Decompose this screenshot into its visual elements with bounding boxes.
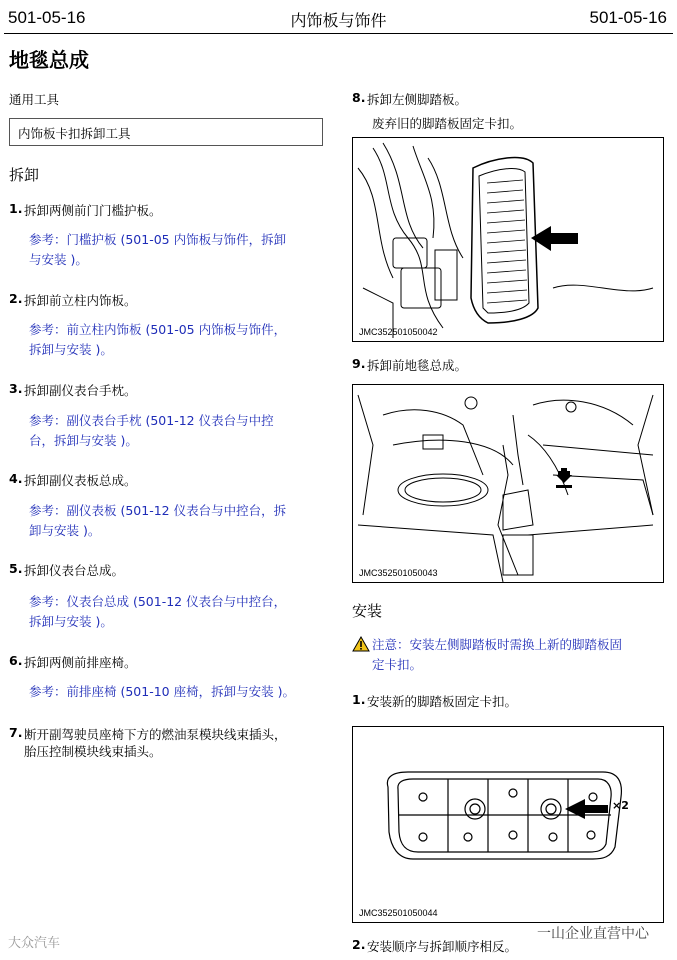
reference-link[interactable] [29,411,274,451]
step-number: 2. [352,937,366,952]
watermark-right: 一山企业直营中心 [537,926,649,942]
page-number-left: 501-05-16 [8,8,86,27]
step-text: 拆卸左侧脚踏板。 [367,92,468,107]
tools-heading: 通用工具 [9,92,60,107]
clip-illustration [353,727,663,922]
watermark-left: 大众汽车 [8,936,61,951]
removal-heading: 拆卸 [9,166,40,184]
reference-line: 拆卸与安装 )。 [29,614,113,629]
reference-line: 台，拆卸与安装 )。 [29,433,138,448]
warning-icon [352,636,370,652]
step-number: 2. [9,291,23,306]
figure-caption: JMC352501050042 [359,327,438,337]
step-text: 拆卸副仪表台手枕。 [24,383,137,398]
reference-line: 参考：副仪表台手枕 (501-12 仪表台与中控 [29,413,274,428]
step-text: 拆卸两侧前门门槛护板。 [24,203,162,218]
page-title: 地毯总成 [9,48,89,72]
step-number: 9. [352,356,366,371]
figure-front-carpet [352,384,664,583]
figure-caption: JMC352501050043 [359,568,438,578]
step-text: 断开副驾驶员座椅下方的燃油泵模块线束插头， [24,727,287,742]
step-number: 4. [9,471,23,486]
step-number: 7. [9,725,23,740]
reference-link[interactable] [29,682,295,702]
step-text: 拆卸前地毯总成。 [367,358,468,373]
step-number: 1. [352,692,366,707]
page-header [0,0,677,34]
step-number: 8. [352,90,366,105]
step-number: 5. [9,561,23,576]
reference-link[interactable] [29,230,286,270]
install-heading: 安装 [352,602,383,620]
step-number: 3. [9,381,23,396]
reference-line: 与安装 )。 [29,252,88,267]
step-number: 6. [9,653,23,668]
step-text: 拆卸前立柱内饰板。 [24,293,137,308]
footrest-illustration [353,138,663,341]
figure-caption: JMC352501050044 [359,908,438,918]
reference-line: 参考：门槛护板 (501-05 内饰板与饰件，拆卸 [29,232,287,247]
figure-footrest [352,137,664,342]
reference-line: 卸与安装 )。 [29,523,101,538]
reference-line: 参考：前排座椅 (501-10 座椅，拆卸与安装 )。 [29,684,295,699]
section-title: 内饰板与饰件 [290,11,387,30]
step-text-continued: 胎压控制模块线束插头。 [24,744,162,759]
step-text: 拆卸仪表台总成。 [24,563,125,578]
reference-line: 参考：仪表台总成 (501-12 仪表台与中控台， [29,594,287,609]
tool-item: 内饰板卡扣拆卸工具 [18,126,131,141]
header-rule [4,33,673,34]
carpet-illustration [353,385,663,582]
reference-link[interactable] [29,320,286,360]
reference-link[interactable] [29,501,286,541]
caution-text [372,635,622,675]
step-text: 安装顺序与拆卸顺序相反。 [367,939,518,954]
figure-clip-install [352,726,664,923]
step-number: 1. [9,201,23,216]
tools-box [9,118,323,146]
step-text: 安装新的脚踏板固定卡扣。 [367,694,518,709]
reference-line: 参考：前立柱内饰板 (501-05 内饰板与饰件， [29,322,287,337]
caution-line: 定卡扣。 [372,657,423,672]
reference-link[interactable] [29,592,286,632]
caution-line: 注意：安装左侧脚踏板时需换上新的脚踏板固 [372,637,623,652]
reference-line: 参考：副仪表板 (501-12 仪表台与中控台，拆 [29,503,287,518]
quantity-callout: ×2 [612,799,629,812]
step-subtext: 废弃旧的脚踏板固定卡扣。 [372,116,523,131]
step-text: 拆卸副仪表板总成。 [24,473,137,488]
step-text: 拆卸两侧前排座椅。 [24,655,137,670]
page-number-right: 501-05-16 [589,8,667,27]
reference-line: 拆卸与安装 )。 [29,342,113,357]
